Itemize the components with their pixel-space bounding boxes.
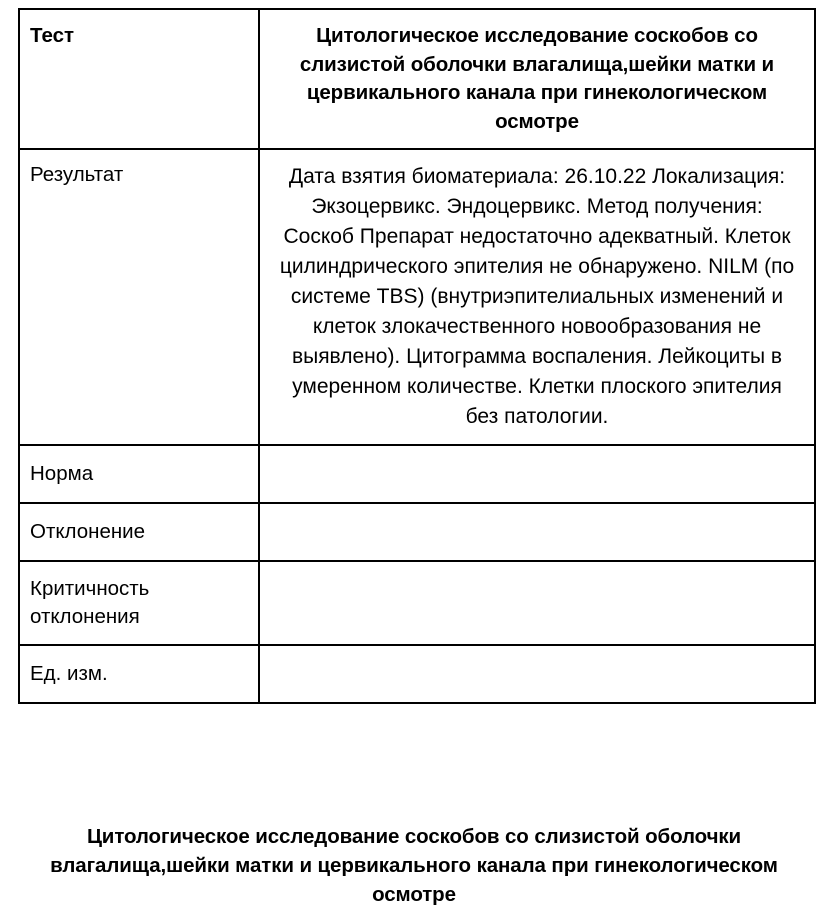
row-label-unit: Ед. изм. [30, 662, 108, 685]
table-caption: Цитологическое исследование соскобов со слизистой оболочки влагалища,шейки матки и цервикального канала при гинекологическом осмотре [50, 825, 778, 906]
row-value-criticality [260, 562, 814, 586]
row-label-norm: Норма [30, 462, 94, 485]
row-label-result: Результат [30, 163, 124, 186]
table-cell-label [19, 645, 259, 703]
table-row [19, 503, 815, 561]
table-cell-label [19, 503, 259, 561]
table-cell-label [19, 149, 259, 445]
row-label-test: Тест [30, 24, 75, 47]
table-row [19, 9, 815, 149]
table-cell-value [259, 645, 815, 703]
table-body [19, 9, 815, 703]
table-cell-value [259, 445, 815, 503]
table-cell-value [259, 9, 815, 149]
table-cell-value [259, 149, 815, 445]
table-cell-label [19, 561, 259, 645]
table-cell-label [19, 445, 259, 503]
table-cell-label [19, 9, 259, 149]
lab-result-table [18, 8, 816, 704]
row-label-criticality: Критичность отклонения [30, 577, 150, 628]
row-value-test: Цитологическое исследование соскобов со слизистой оболочки влагалища,шейки матки и цервикального канала при гинекологическом осмотре [299, 24, 775, 133]
row-value-result: Дата взятия биоматериала: 26.10.22 Локализация: Экзоцервикс. Эндоцервикс. Метод получения: Соскоб Препарат недостаточно адекватный. Клеток цилиндрического эпителия не обнаружено. NILM (по системе TBS) (внутриэпителиальных изменений и клеток злокачественного новообразования не выявлено). Цитограмма воспаления. Лейкоциты в умеренном количестве. Клетки плоского эпителия без патологии. [279, 165, 795, 428]
table-row [19, 561, 815, 645]
table-row [19, 445, 815, 503]
row-value-unit [260, 646, 814, 670]
table-row [19, 149, 815, 445]
row-label-deviation: Отклонение [30, 520, 146, 543]
row-value-norm [260, 446, 814, 470]
table-cell-value [259, 503, 815, 561]
table-row [19, 645, 815, 703]
table-cell-value [259, 561, 815, 645]
row-value-deviation [260, 504, 814, 528]
